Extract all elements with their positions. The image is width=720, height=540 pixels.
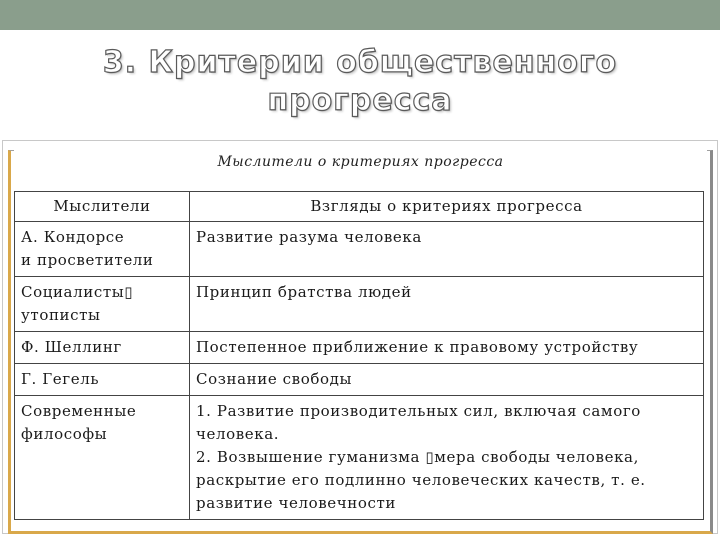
view-cell bbox=[190, 332, 704, 364]
view-text: человека. bbox=[196, 425, 280, 443]
thinker-name: Современные bbox=[21, 402, 137, 420]
slide-title-line-2: прогресса bbox=[267, 83, 453, 118]
thinker-cell bbox=[15, 222, 190, 277]
view-text: раскрытие его подлинно человеческих качеств, т. е. bbox=[196, 471, 646, 489]
table-header-row bbox=[15, 192, 704, 222]
header-views: Взгляды о критериях прогресса bbox=[190, 192, 704, 222]
table-row bbox=[15, 332, 704, 364]
table-figure bbox=[14, 150, 707, 524]
thinker-cell bbox=[15, 332, 190, 364]
thinker-name: философы bbox=[21, 425, 108, 443]
thinker-name: Социалисты▯ bbox=[21, 283, 134, 301]
slide-title-line-1: 3. Критерии общественного bbox=[102, 45, 618, 80]
thinker-cell bbox=[15, 396, 190, 520]
top-bar bbox=[0, 0, 720, 30]
header-thinkers: Мыслители bbox=[15, 192, 190, 222]
view-text: 1. Развитие производительных сил, включая самого bbox=[196, 402, 641, 420]
thinkers-table bbox=[14, 191, 704, 520]
slide-title bbox=[0, 44, 720, 120]
view-cell bbox=[190, 277, 704, 332]
table-row bbox=[15, 364, 704, 396]
view-text: Развитие разума человека bbox=[196, 228, 422, 246]
view-text: Сознание свободы bbox=[196, 370, 352, 388]
view-text: 2. Возвышение гуманизма ▯мера свободы человека, bbox=[196, 448, 639, 466]
view-text: Постепенное приближение к правовому устройству bbox=[196, 338, 639, 356]
thinker-cell bbox=[15, 364, 190, 396]
thinker-cell bbox=[15, 277, 190, 332]
thinker-name: Ф. Шеллинг bbox=[21, 338, 122, 356]
view-cell bbox=[190, 396, 704, 520]
view-text: развитие человечности bbox=[196, 494, 397, 512]
thinker-name: А. Кондорсе bbox=[21, 228, 125, 246]
view-cell bbox=[190, 222, 704, 277]
table-row bbox=[15, 222, 704, 277]
thinker-name: Г. Гегель bbox=[21, 370, 100, 388]
view-cell bbox=[190, 364, 704, 396]
table-caption: Мыслители о критериях прогресса bbox=[217, 154, 504, 170]
thinker-name: и просветители bbox=[21, 251, 154, 269]
thinker-name: утописты bbox=[21, 306, 101, 324]
table-row bbox=[15, 396, 704, 520]
table-row bbox=[15, 277, 704, 332]
view-text: Принцип братства людей bbox=[196, 283, 412, 301]
